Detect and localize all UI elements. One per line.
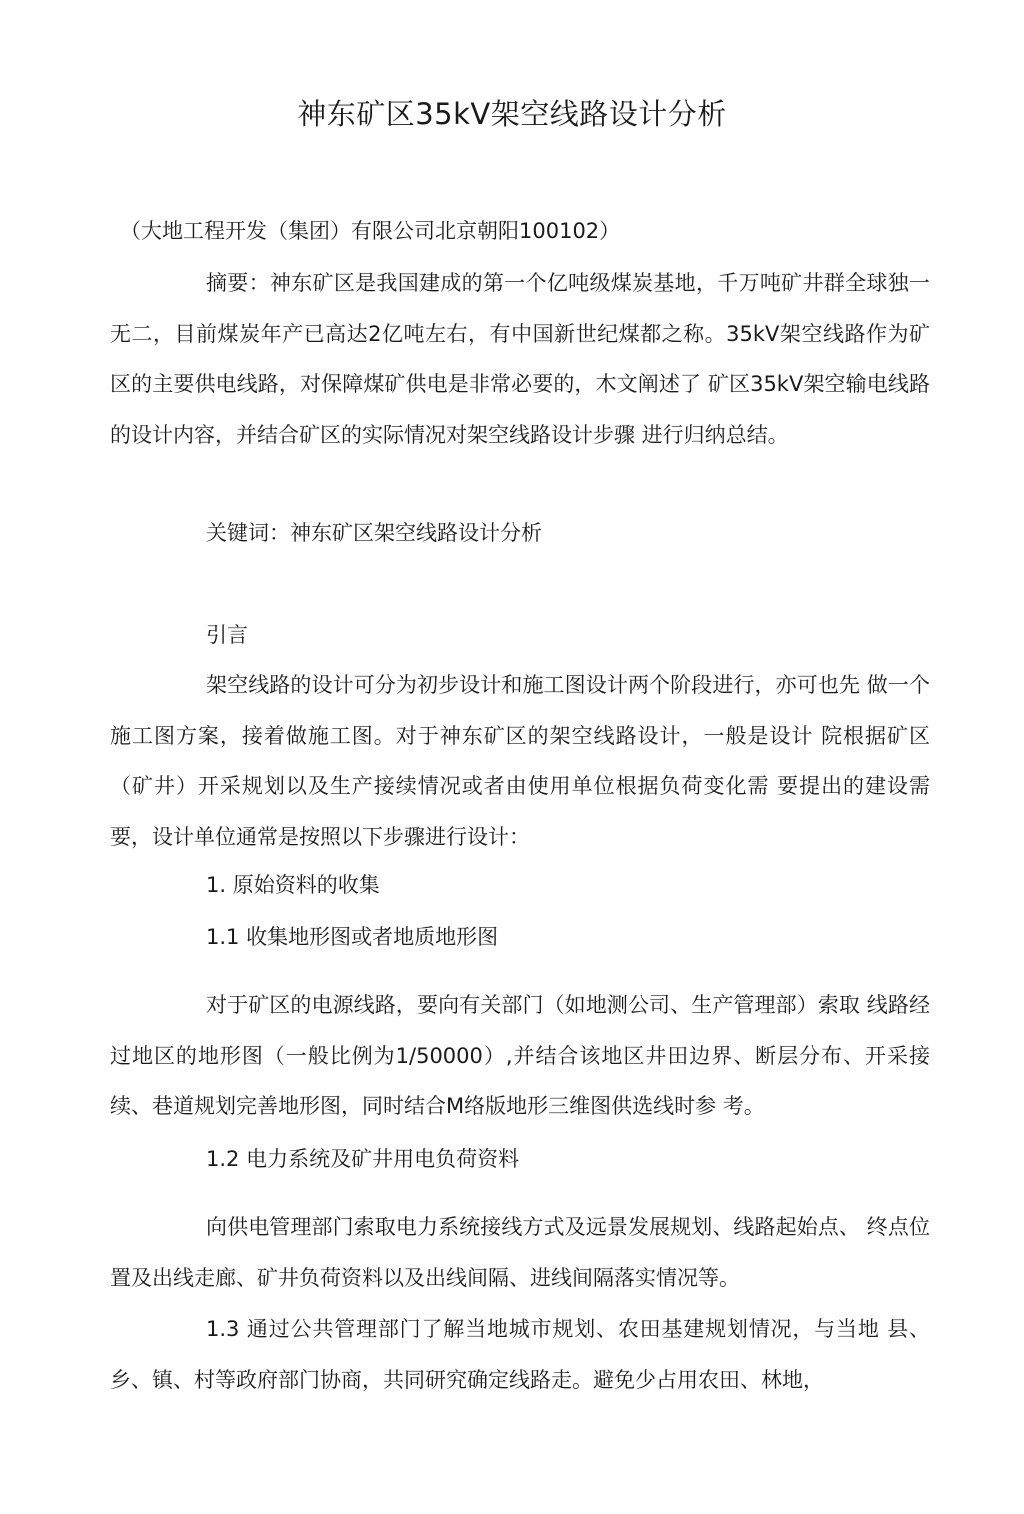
section-1-3-paragraph: 1.3 通过公共管理部门了解当地城市规划、农田基建规划情况，与当地 县、乡、镇、村等政府部门协商，共同研究确定线路走。避免少占用农田、林地，	[110, 1317, 930, 1392]
intro-paragraph: 架空线路的设计可分为初步设计和施工图设计两个阶段进行，亦可也先 做一个施工图方案，接着做施工图。对于神东矿区的架空线路设计，一般是设计 院根据矿区（矿井）开采规划以及生产接续情况或者由使用单位根据负荷变化需 要提出的建设需要，设计单位通常是按照以下步骤进行设计：	[110, 673, 930, 849]
keywords-line: 关键词：神东矿区架空线路设计分析	[206, 521, 542, 545]
section-1-heading: 1. 原始资料的收集	[206, 873, 380, 897]
section-1-1-heading: 1.1 收集地形图或者地质地形图	[206, 925, 499, 949]
document-title: 神东矿区35kV架空线路设计分析	[297, 97, 727, 131]
section-1-2-paragraph: 向供电管理部门索取电力系统接线方式及远景发展规划、线路起始点、 终点位置及出线走廊、矿井负荷资料以及出线间隔、进线间隔落实情况等。	[110, 1215, 930, 1290]
abstract-paragraph: 摘要：神东矿区是我国建成的第一个亿吨级煤炭基地，千万吨矿井群全球独一无二，目前煤炭年产已高达2亿吨左右，有中国新世纪煤都之称。35kV架空线路作为矿区的主要供电线路，对保障煤矿供电是非常必要的，木文阐述了 矿区35kV架空输电线路的设计内容，并结合矿区的实际情况对架空线路设计步骤 进行归纳总结。	[110, 271, 930, 447]
intro-heading: 引言	[206, 623, 248, 647]
author-affiliation: （大地工程开发（集团）有限公司北京朝阳100102）	[120, 219, 621, 243]
section-1-2-heading: 1.2 电力系统及矿井用电负荷资料	[206, 1147, 520, 1171]
section-1-1-paragraph: 对于矿区的电源线路，要向有关部门（如地测公司、生产管理部）索取 线路经过地区的地形图（一般比例为1/50000）,并结合该地区井田边界、断层分布、开采接续、巷道规划完善地形图，同时结合M络版地形三维图供选线时参 考。	[110, 993, 930, 1118]
